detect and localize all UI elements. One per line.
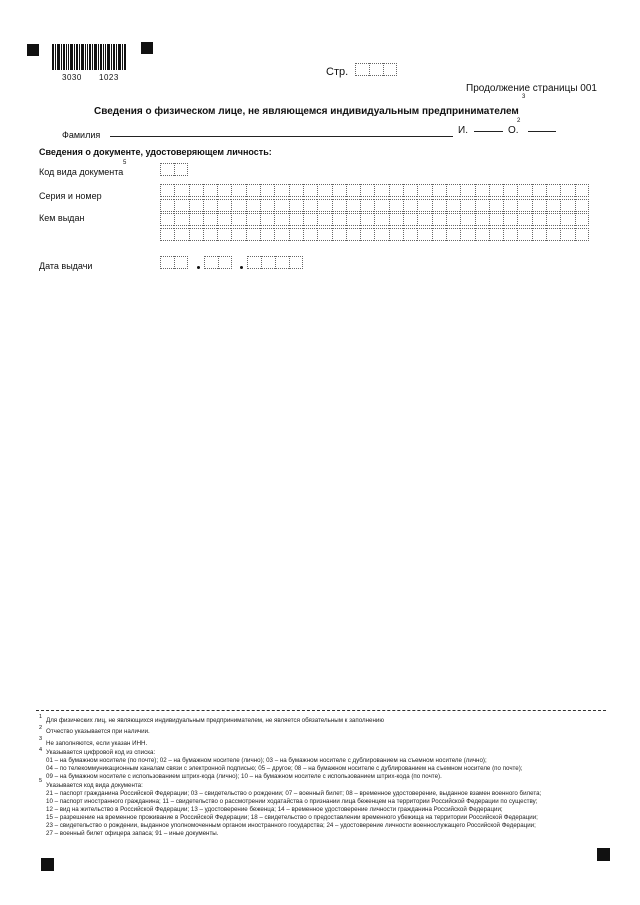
entry-cell[interactable] — [575, 228, 589, 241]
entry-cell[interactable] — [517, 184, 531, 197]
entry-cell[interactable] — [503, 228, 517, 241]
entry-cell[interactable] — [460, 213, 474, 226]
entry-cell[interactable] — [346, 228, 360, 241]
issue-date-month-cells[interactable] — [204, 256, 232, 269]
entry-cell[interactable] — [174, 184, 188, 197]
series-number-label: Серия и номер — [39, 191, 102, 201]
alignment-mark-top-right — [141, 42, 153, 54]
footnote-1: Для физических лиц, не являющихся индивидуальным предпринимателем, не является обязательным к заполнению — [46, 717, 385, 724]
footnote-5-line-1: 21 – паспорт гражданина Российской Федерации; 03 – свидетельство о рождении; 07 – военный билет; 08 – временное удостоверение, выданное взамен военного билета; — [46, 790, 542, 797]
entry-cell[interactable] — [374, 199, 388, 212]
entry-cell[interactable] — [303, 199, 317, 212]
entry-cell[interactable] — [289, 184, 303, 197]
entry-cell[interactable] — [246, 213, 260, 226]
entry-cell[interactable] — [360, 184, 374, 197]
footnote-4-intro: Указывается цифровой код из списка: — [46, 749, 156, 756]
alignment-mark-bottom-right — [597, 848, 610, 861]
entry-cell[interactable] — [260, 213, 274, 226]
footnote-3-number: 3 — [39, 736, 43, 742]
footnote-5-line-4: 15 – разрешение на временное проживание в Российской Федерации; 18 – свидетельство о предоставлении временного убежища на территории Российской Федерации; — [46, 814, 538, 821]
document-code-note-ref: 5 — [123, 160, 127, 166]
entry-cell[interactable] — [417, 228, 431, 241]
entry-cell[interactable] — [446, 228, 460, 241]
entry-cell[interactable] — [174, 213, 188, 226]
entry-cell[interactable] — [475, 199, 489, 212]
entry-cell[interactable] — [517, 213, 531, 226]
entry-cell[interactable] — [546, 213, 560, 226]
entry-cell[interactable] — [374, 228, 388, 241]
initial-o-note-ref: 2 — [517, 118, 521, 124]
entry-cell[interactable] — [332, 199, 346, 212]
barcode-number-left: 3030 — [62, 73, 82, 82]
entry-cell[interactable] — [231, 199, 245, 212]
entry-cell[interactable] — [546, 199, 560, 212]
entry-cell[interactable] — [417, 199, 431, 212]
date-separator-dot — [197, 266, 200, 269]
entry-cell[interactable] — [160, 184, 174, 197]
entry-cell[interactable] — [203, 213, 217, 226]
entry-cell[interactable] — [332, 228, 346, 241]
footnote-1-number: 1 — [39, 714, 43, 720]
entry-cell[interactable] — [575, 199, 589, 212]
entry-cell[interactable] — [575, 184, 589, 197]
entry-cell[interactable] — [532, 199, 546, 212]
entry-cell[interactable] — [317, 213, 331, 226]
entry-cell[interactable] — [417, 213, 431, 226]
entry-cell[interactable] — [332, 213, 346, 226]
entry-cell[interactable] — [346, 199, 360, 212]
entry-cell[interactable] — [374, 213, 388, 226]
entry-cell[interactable] — [460, 184, 474, 197]
issued-by-label: Кем выдан — [39, 213, 85, 223]
date-separator-dot — [240, 266, 243, 269]
entry-cell[interactable] — [174, 228, 188, 241]
entry-cell[interactable] — [489, 213, 503, 226]
entry-cell[interactable] — [189, 228, 203, 241]
entry-cell[interactable] — [532, 213, 546, 226]
footnote-5-line-5: 23 – свидетельство о рождении, выданное уполномоченным органом иностранного государства; 24 – удостоверение личности военнослужащего Российской Федерации; — [46, 822, 536, 829]
initial-i-label: И. — [458, 125, 468, 136]
issue-date-day-cells[interactable] — [160, 256, 188, 269]
entry-cell[interactable] — [217, 228, 231, 241]
entry-cell[interactable] — [489, 199, 503, 212]
entry-cell[interactable] — [403, 228, 417, 241]
surname-field[interactable] — [110, 136, 453, 137]
entry-cell[interactable] — [560, 184, 574, 197]
entry-cell[interactable] — [446, 199, 460, 212]
issued-by-cells-1[interactable] — [160, 213, 589, 226]
entry-cell[interactable] — [246, 228, 260, 241]
issue-date-label: Дата выдачи — [39, 261, 93, 271]
entry-cell[interactable] — [274, 199, 288, 212]
footnote-4-line-1: 01 – на бумажном носителе (по почте); 02 – на бумажном носителе (лично); 03 – на бумажном носителе с дублированием на съемном носителе (лично); — [46, 757, 487, 764]
entry-cell[interactable] — [346, 184, 360, 197]
entry-cell[interactable] — [446, 184, 460, 197]
document-code-cells[interactable] — [160, 163, 188, 176]
entry-cell[interactable] — [403, 199, 417, 212]
entry-cell[interactable] — [560, 228, 574, 241]
barcode-number-right: 1023 — [99, 73, 119, 82]
entry-cell[interactable] — [189, 184, 203, 197]
initial-o-field[interactable] — [528, 131, 556, 132]
entry-cell[interactable] — [332, 184, 346, 197]
entry-cell[interactable] — [203, 184, 217, 197]
footnote-4-line-2: 04 – по телекоммуникационным каналам связи с электронной подписью; 05 – другое; 08 – на бумажном носителе с дублированием на съемном носителе (по почте); — [46, 765, 523, 772]
entry-cell[interactable] — [260, 184, 274, 197]
entry-cell[interactable] — [360, 199, 374, 212]
entry-cell[interactable] — [260, 228, 274, 241]
continuation-label: Продолжение страницы 001 — [466, 83, 597, 94]
entry-cell[interactable] — [217, 199, 231, 212]
entry-cell[interactable] — [231, 184, 245, 197]
entry-cell[interactable] — [389, 199, 403, 212]
entry-cell[interactable] — [317, 228, 331, 241]
entry-cell[interactable] — [432, 228, 446, 241]
entry-cell[interactable] — [289, 213, 303, 226]
entry-cell[interactable] — [274, 213, 288, 226]
entry-cell[interactable] — [489, 184, 503, 197]
entry-cell[interactable] — [160, 213, 174, 226]
footnote-5-line-6: 27 – военный билет офицера запаса; 91 – иные документы. — [46, 830, 219, 837]
entry-cell[interactable] — [303, 228, 317, 241]
initial-i-field[interactable] — [474, 131, 503, 132]
document-code-label: Код вида документа — [39, 167, 124, 177]
entry-cell[interactable] — [217, 213, 231, 226]
footnote-5-line-2: 10 – паспорт иностранного гражданина; 11 – свидетельство о рассмотрении ходатайства о признании лица беженцем на территории Российской Федерации по существу; — [46, 798, 538, 805]
title-note-ref: 3 — [522, 94, 526, 100]
entry-cell[interactable] — [389, 184, 403, 197]
entry-cell[interactable] — [246, 199, 260, 212]
entry-cell[interactable] — [203, 199, 217, 212]
footnote-5-intro: Указывается код вида документа: — [46, 782, 143, 789]
entry-cell[interactable] — [575, 213, 589, 226]
entry-cell[interactable] — [189, 199, 203, 212]
entry-cell[interactable] — [246, 184, 260, 197]
footnote-separator — [36, 710, 606, 711]
entry-cell[interactable] — [217, 184, 231, 197]
entry-cell[interactable] — [432, 199, 446, 212]
entry-cell[interactable] — [360, 228, 374, 241]
footnote-4-number: 4 — [39, 747, 43, 753]
entry-cell[interactable] — [475, 213, 489, 226]
entry-cell[interactable] — [489, 228, 503, 241]
entry-cell[interactable] — [417, 184, 431, 197]
footnote-4-line-3: 09 – на бумажном носителе с использованием штрих-кода (лично); 10 – на бумажном носителе с использованием штрих-кода (по почте). — [46, 773, 442, 780]
entry-cell[interactable] — [432, 184, 446, 197]
entry-cell[interactable] — [532, 184, 546, 197]
entry-cell[interactable] — [446, 213, 460, 226]
entry-cell[interactable] — [546, 228, 560, 241]
entry-cell[interactable] — [517, 228, 531, 241]
entry-cell[interactable] — [346, 213, 360, 226]
entry-cell[interactable] — [460, 199, 474, 212]
surname-label: Фамилия — [62, 130, 101, 140]
entry-cell[interactable] — [560, 213, 574, 226]
initial-o-label: О. — [508, 125, 519, 136]
entry-cell[interactable] — [560, 199, 574, 212]
issue-date-year-cells[interactable] — [247, 256, 303, 269]
series-number-cells-2[interactable] — [160, 199, 589, 212]
entry-cell[interactable] — [389, 213, 403, 226]
entry-cell[interactable] — [160, 228, 174, 241]
entry-cell[interactable] — [546, 184, 560, 197]
entry-cell[interactable] — [174, 199, 188, 212]
entry-cell[interactable] — [403, 184, 417, 197]
footnote-2-number: 2 — [39, 725, 43, 731]
footnote-5-line-3: 12 – вид на жительство в Российской Федерации; 13 – удостоверение беженца; 14 – временное удостоверение личности гражданина Российской Федерации; — [46, 806, 503, 813]
alignment-mark-bottom-left — [41, 858, 54, 871]
entry-cell[interactable] — [303, 184, 317, 197]
entry-cell[interactable] — [289, 228, 303, 241]
entry-cell[interactable] — [374, 184, 388, 197]
entry-cell[interactable] — [532, 228, 546, 241]
entry-cell[interactable] — [503, 213, 517, 226]
entry-cell[interactable] — [260, 199, 274, 212]
entry-cell[interactable] — [389, 228, 403, 241]
entry-cell[interactable] — [432, 213, 446, 226]
entry-cell[interactable] — [317, 199, 331, 212]
entry-cell[interactable] — [231, 228, 245, 241]
footnote-5-number: 5 — [39, 778, 43, 784]
entry-cell[interactable] — [517, 199, 531, 212]
entry-cell[interactable] — [303, 213, 317, 226]
entry-cell[interactable] — [274, 184, 288, 197]
entry-cell[interactable] — [360, 213, 374, 226]
entry-cell[interactable] — [460, 228, 474, 241]
entry-cell[interactable] — [475, 228, 489, 241]
entry-cell[interactable] — [503, 184, 517, 197]
entry-cell[interactable] — [475, 184, 489, 197]
entry-cell[interactable] — [503, 199, 517, 212]
alignment-mark-top-left — [27, 44, 39, 56]
entry-cell[interactable] — [189, 213, 203, 226]
series-number-cells[interactable] — [160, 184, 589, 197]
entry-cell[interactable] — [403, 213, 417, 226]
entry-cell[interactable] — [317, 184, 331, 197]
issued-by-cells-2[interactable] — [160, 228, 589, 241]
entry-cell[interactable] — [289, 199, 303, 212]
document-section-title: Сведения о документе, удостоверяющем личность: — [39, 147, 272, 157]
footnote-3: Не заполняются, если указан ИНН. — [46, 740, 148, 747]
section-title: Сведения о физическом лице, не являющемся индивидуальным предпринимателем — [94, 106, 519, 117]
barcode — [52, 44, 130, 70]
entry-cell[interactable] — [274, 228, 288, 241]
page-number-cells[interactable] — [355, 63, 397, 76]
entry-cell[interactable] — [203, 228, 217, 241]
entry-cell[interactable] — [231, 213, 245, 226]
entry-cell[interactable] — [160, 199, 174, 212]
footnote-2: Отчество указывается при наличии. — [46, 728, 150, 735]
page-label: Стр. — [326, 66, 349, 78]
